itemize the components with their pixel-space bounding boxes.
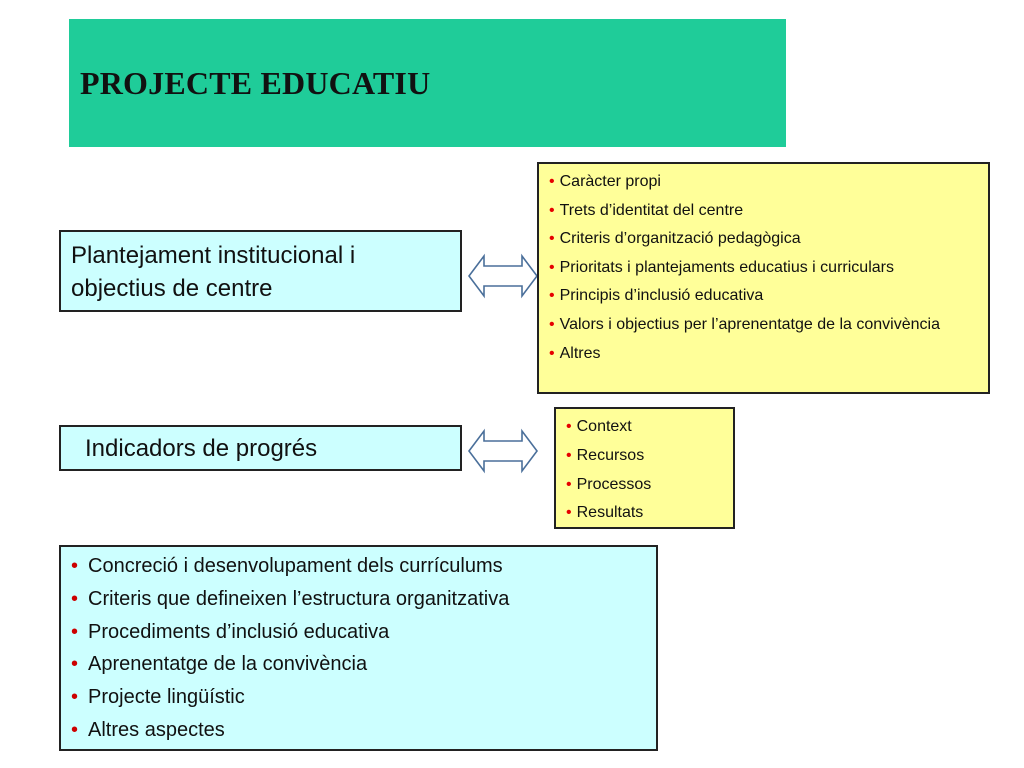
list-item: • Recursos [566,446,645,464]
list-item: • Context [566,418,632,435]
list-item: • Criteris d’organització pedagògica [549,230,801,248]
double-arrow-icon [468,428,538,474]
other-aspects-box [59,545,658,751]
list-item: • Concreció i desenvolupament dels currículums [71,555,503,577]
institutional-details-box [537,162,990,394]
institutional-label: Plantejament institucional i objectius de centre [71,242,356,302]
title-banner [69,19,786,147]
list-item: • Altres aspectes [71,718,225,741]
list-item: • Criteris que defineixen l’estructura organitzativa [71,587,510,610]
list-item: • Processos [566,475,652,493]
progress-details-box [554,407,735,529]
progress-details-list [566,415,651,530]
list-item: • Resultats [566,504,644,522]
institutional-box [59,230,462,312]
list-item: • Procediments d’inclusió educativa [71,620,390,643]
list-item: • Principis d’inclusió educativa [549,287,764,305]
list-item: • Altres [549,344,601,362]
list-item: • Valors i objectius per l’aprenentatge de la convivència [549,315,940,333]
page-title: PROJECTE EDUCATIU [80,65,431,101]
progress-indicators-label: Indicadors de progrés [85,435,318,462]
progress-indicators-box [59,425,462,471]
list-item: • Caràcter propi [549,173,661,190]
list-item: • Projecte lingüístic [71,686,245,709]
list-item: • Trets d’identitat del centre [549,201,744,219]
list-item: • Prioritats i plantejaments educatius i curriculars [549,258,894,276]
list-item: • Aprenentatge de la convivència [71,653,368,676]
double-arrow-icon [468,253,538,299]
other-aspects-list [71,554,509,751]
institutional-details-list [549,170,979,370]
